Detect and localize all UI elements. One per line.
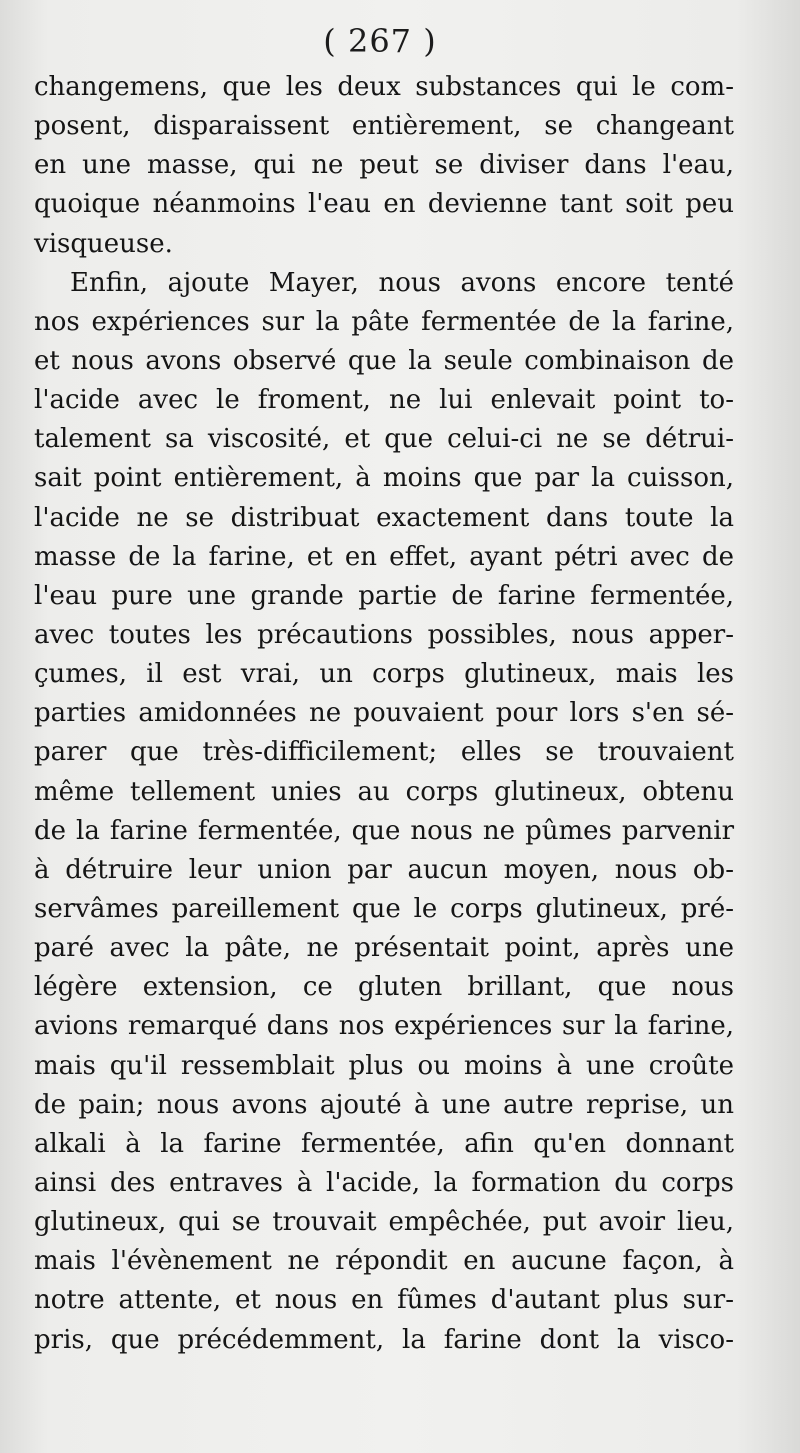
text-line: paré avec la pâte, ne présentait point, après une (34, 933, 734, 964)
text-line: de pain; nous avons ajouté à une autre reprise, un (34, 1089, 734, 1120)
text-line: talement sa viscosité, et que celui-ci ne se détrui- (34, 424, 734, 455)
text-line: mais qu'il ressemblait plus ou moins à une croûte (34, 1050, 734, 1081)
text-line: parer que très-difficilement; elles se trouvaient (34, 737, 734, 768)
text-line: à détruire leur union par aucun moyen, nous ob- (34, 854, 734, 885)
text-line: çumes, il est vrai, un corps glutineux, mais les (34, 659, 734, 690)
text-line: nos expériences sur la pâte fermentée de la farine, (34, 306, 734, 337)
text-line: et nous avons observé que la seule combinaison de (34, 345, 734, 376)
body-text (34, 68, 734, 1360)
text-line: en une masse, qui ne peut se diviser dans l'eau, (34, 150, 734, 181)
text-line: pris, que précédemment, la farine dont la visco- (34, 1324, 734, 1355)
text-line: l'acide avec le froment, ne lui enlevait point to- (34, 385, 734, 416)
text-line: changemens, que les deux substances qui le com- (34, 72, 734, 102)
text-line: l'acide ne se distribuat exactement dans toute la (34, 502, 734, 533)
text-line: parties amidonnées ne pouvaient pour lors s'en sé- (34, 698, 734, 729)
text-line: ainsi des entraves à l'acide, la formation du corps (34, 1167, 734, 1198)
text-line: légère extension, ce gluten brillant, que nous (34, 972, 734, 1003)
text-line: mais l'évènement ne répondit en aucune façon, à (34, 1246, 734, 1277)
text-line: masse de la farine, et en effet, ayant pétri avec de (34, 541, 734, 572)
text-line: servâmes pareillement que le corps glutineux, pré- (34, 893, 734, 924)
text-line: même tellement unies au corps glutineux, obtenu (34, 776, 734, 807)
text-line: l'eau pure une grande partie de farine fermentée, (34, 580, 734, 611)
text-line: quoique néanmoins l'eau en devienne tant soit peu (34, 189, 734, 220)
text-line: alkali à la farine fermentée, afin qu'en donnant (34, 1128, 734, 1159)
text-line: notre attente, et nous en fûmes d'autant plus sur- (34, 1285, 734, 1316)
text-line: glutineux, qui se trouvait empêchée, put avoir lieu, (34, 1207, 734, 1238)
text-line: sait point entièrement, à moins que par la cuisson, (34, 463, 734, 494)
text-line: de la farine fermentée, que nous ne pûmes parvenir (34, 815, 734, 846)
page-number: ( 267 ) (323, 22, 437, 60)
text-line: avec toutes les précautions possibles, nous apper- (34, 619, 734, 650)
text-line: visqueuse. (34, 228, 173, 259)
paragraph-start-line: Enfin, ajoute Mayer, nous avons encore tenté (70, 267, 734, 298)
text-line: avions remarqué dans nos expériences sur la farine, (34, 1011, 734, 1042)
text-line: posent, disparaissent entièrement, se changeant (34, 111, 734, 142)
